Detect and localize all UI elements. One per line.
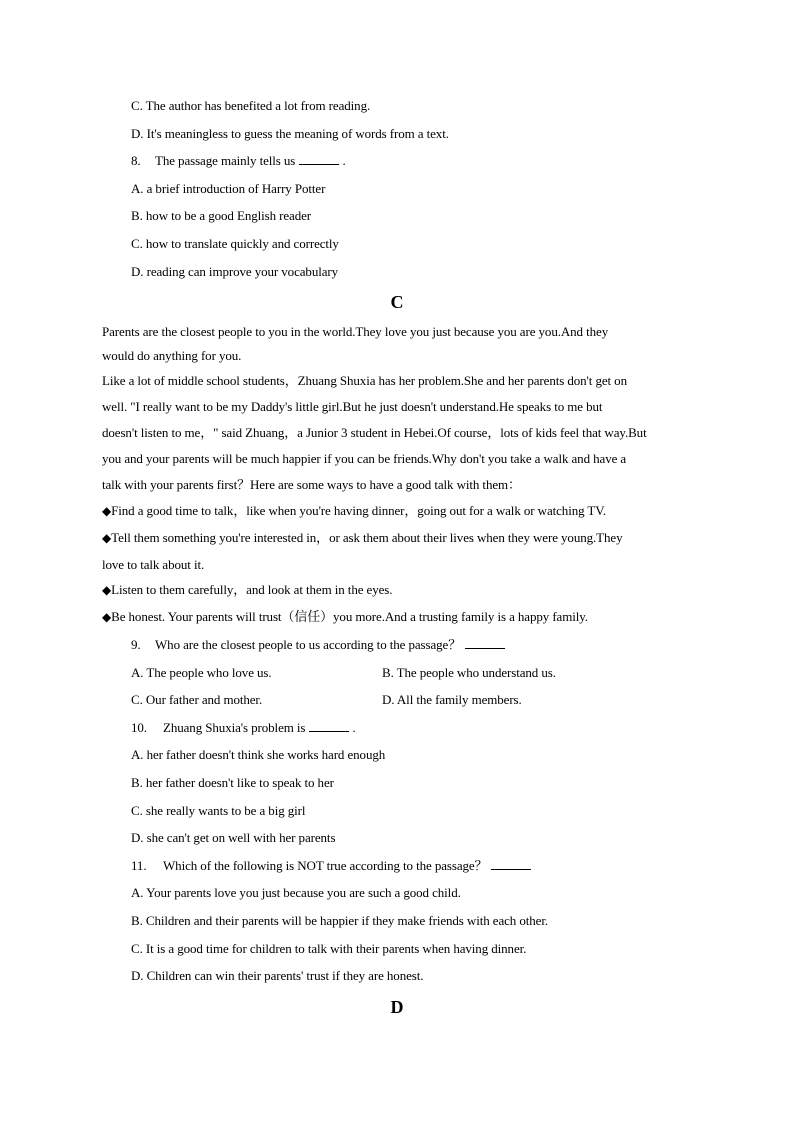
option-letter: A. bbox=[131, 747, 144, 762]
question-stem: Which of the following is NOT true according to the passage？ bbox=[163, 858, 488, 873]
diamond-bullet-icon: ◆ bbox=[102, 610, 112, 624]
option-letter: B. bbox=[131, 775, 143, 790]
question-9 bbox=[131, 636, 505, 654]
option-text: Your parents love you just because you are such a good child. bbox=[146, 885, 461, 900]
option-letter: A. bbox=[131, 885, 144, 900]
passage-line: doesn't listen to me，" said Zhuang，a Junior 3 student in Hebei.Of course，lots of kids feel that way.But bbox=[102, 425, 647, 440]
q9-option-c bbox=[131, 691, 262, 709]
option-text: her father doesn't think she works hard enough bbox=[146, 747, 386, 762]
option-letter: D. bbox=[131, 830, 144, 845]
option-letter: C. bbox=[131, 692, 143, 707]
question-11 bbox=[131, 857, 531, 875]
q9-option-d bbox=[382, 691, 522, 709]
tip-bullet bbox=[102, 581, 392, 599]
option-letter: D. bbox=[131, 126, 144, 141]
section-heading-c: C bbox=[390, 292, 404, 312]
q11-option-a bbox=[131, 884, 461, 902]
option-letter: C. bbox=[131, 236, 143, 251]
option-letter: C. bbox=[131, 98, 143, 113]
option-letter: D. bbox=[382, 692, 395, 707]
q8-option-b bbox=[131, 207, 311, 225]
option-text: All the family members. bbox=[396, 692, 522, 707]
q10-option-b bbox=[131, 774, 334, 792]
diamond-bullet-icon: ◆ bbox=[102, 583, 112, 597]
passage-line: well. "I really want to be my Daddy's little girl.But he just doesn't understand.He speaks to me but bbox=[102, 399, 603, 414]
passage-line: you and your parents will be much happier if you can be friends.Why don't you take a walk and have a bbox=[102, 451, 627, 466]
option-letter: B. bbox=[131, 208, 143, 223]
diamond-bullet-icon: ◆ bbox=[102, 504, 112, 518]
passage-line: Like a lot of middle school students，Zhuang Shuxia has her problem.She and her parents don't get on bbox=[102, 373, 627, 388]
q8-option-c bbox=[131, 235, 339, 253]
option-text: how to translate quickly and correctly bbox=[145, 236, 339, 251]
option-text: It's meaningless to guess the meaning of words from a text. bbox=[146, 126, 449, 141]
option-text: It is a good time for children to talk with their parents when having dinner. bbox=[145, 941, 527, 956]
q8-option-a bbox=[131, 180, 325, 198]
passage-line: would do anything for you. bbox=[102, 348, 242, 363]
question-after-blank: . bbox=[342, 153, 346, 168]
section-heading-d: D bbox=[390, 997, 404, 1017]
question-8 bbox=[131, 152, 346, 170]
q7-option-c bbox=[131, 97, 370, 115]
option-text: reading can improve your vocabulary bbox=[146, 264, 339, 279]
option-letter: B. bbox=[382, 665, 394, 680]
q10-option-d bbox=[131, 829, 335, 847]
passage-line: Parents are the closest people to you in the world.They love you just because you are you.And they bbox=[102, 324, 609, 339]
answer-blank[interactable] bbox=[309, 719, 349, 732]
option-text: The people who understand us. bbox=[396, 665, 556, 680]
tip-bullet bbox=[102, 529, 622, 547]
q11-option-c bbox=[131, 940, 526, 958]
option-letter: C. bbox=[131, 941, 143, 956]
option-text: she can't get on well with her parents bbox=[146, 830, 336, 845]
q9-option-b bbox=[382, 664, 556, 682]
question-stem: Who are the closest people to us according to the passage？ bbox=[155, 637, 462, 652]
q10-option-c bbox=[131, 802, 305, 820]
question-stem: The passage mainly tells us bbox=[155, 153, 296, 168]
option-letter: A. bbox=[131, 181, 144, 196]
question-number: 8. bbox=[131, 153, 141, 168]
tip-text: Find a good time to talk，like when you're having dinner，going out for a walk or watching TV. bbox=[111, 503, 607, 518]
question-number: 11. bbox=[131, 858, 147, 873]
q10-option-a bbox=[131, 746, 385, 764]
option-letter: A. bbox=[131, 665, 144, 680]
question-number: 10. bbox=[131, 720, 147, 735]
question-after-blank: . bbox=[352, 720, 356, 735]
option-letter: C. bbox=[131, 803, 143, 818]
question-stem: Zhuang Shuxia's problem is bbox=[163, 720, 306, 735]
passage-line: talk with your parents first？Here are some ways to have a good talk with them： bbox=[102, 477, 521, 492]
answer-blank[interactable] bbox=[299, 152, 339, 165]
option-letter: D. bbox=[131, 264, 144, 279]
option-text: how to be a good English reader bbox=[145, 208, 312, 223]
option-text: The people who love us. bbox=[146, 665, 272, 680]
q11-option-d bbox=[131, 967, 423, 985]
tip-bullet bbox=[102, 608, 588, 626]
tip-text: Tell them something you're interested in，or ask them about their lives when they were young.They bbox=[111, 530, 623, 545]
option-letter: D. bbox=[131, 968, 144, 983]
q8-option-d bbox=[131, 263, 338, 281]
option-text: Children and their parents will be happier if they make friends with each other. bbox=[145, 913, 548, 928]
option-text: Children can win their parents' trust if they are honest. bbox=[146, 968, 424, 983]
q7-option-d bbox=[131, 125, 449, 143]
option-letter: B. bbox=[131, 913, 143, 928]
option-text: Our father and mother. bbox=[145, 692, 263, 707]
answer-blank[interactable] bbox=[465, 636, 505, 649]
tip-text: Be honest. Your parents will trust（信任）you more.And a trusting family is a happy family. bbox=[111, 609, 588, 624]
q9-option-a bbox=[131, 664, 272, 682]
question-number: 9. bbox=[131, 637, 141, 652]
question-10 bbox=[131, 719, 356, 737]
option-text: she really wants to be a big girl bbox=[145, 803, 306, 818]
tip-text: Listen to them carefully，and look at them in the eyes. bbox=[111, 582, 393, 597]
tip-bullet bbox=[102, 502, 606, 520]
option-text: a brief introduction of Harry Potter bbox=[146, 181, 326, 196]
option-text: her father doesn't like to speak to her bbox=[145, 775, 334, 790]
q11-option-b bbox=[131, 912, 548, 930]
tip-continuation: love to talk about it. bbox=[102, 557, 205, 572]
diamond-bullet-icon: ◆ bbox=[102, 531, 112, 545]
option-text: The author has benefited a lot from reading. bbox=[145, 98, 371, 113]
answer-blank[interactable] bbox=[491, 857, 531, 870]
